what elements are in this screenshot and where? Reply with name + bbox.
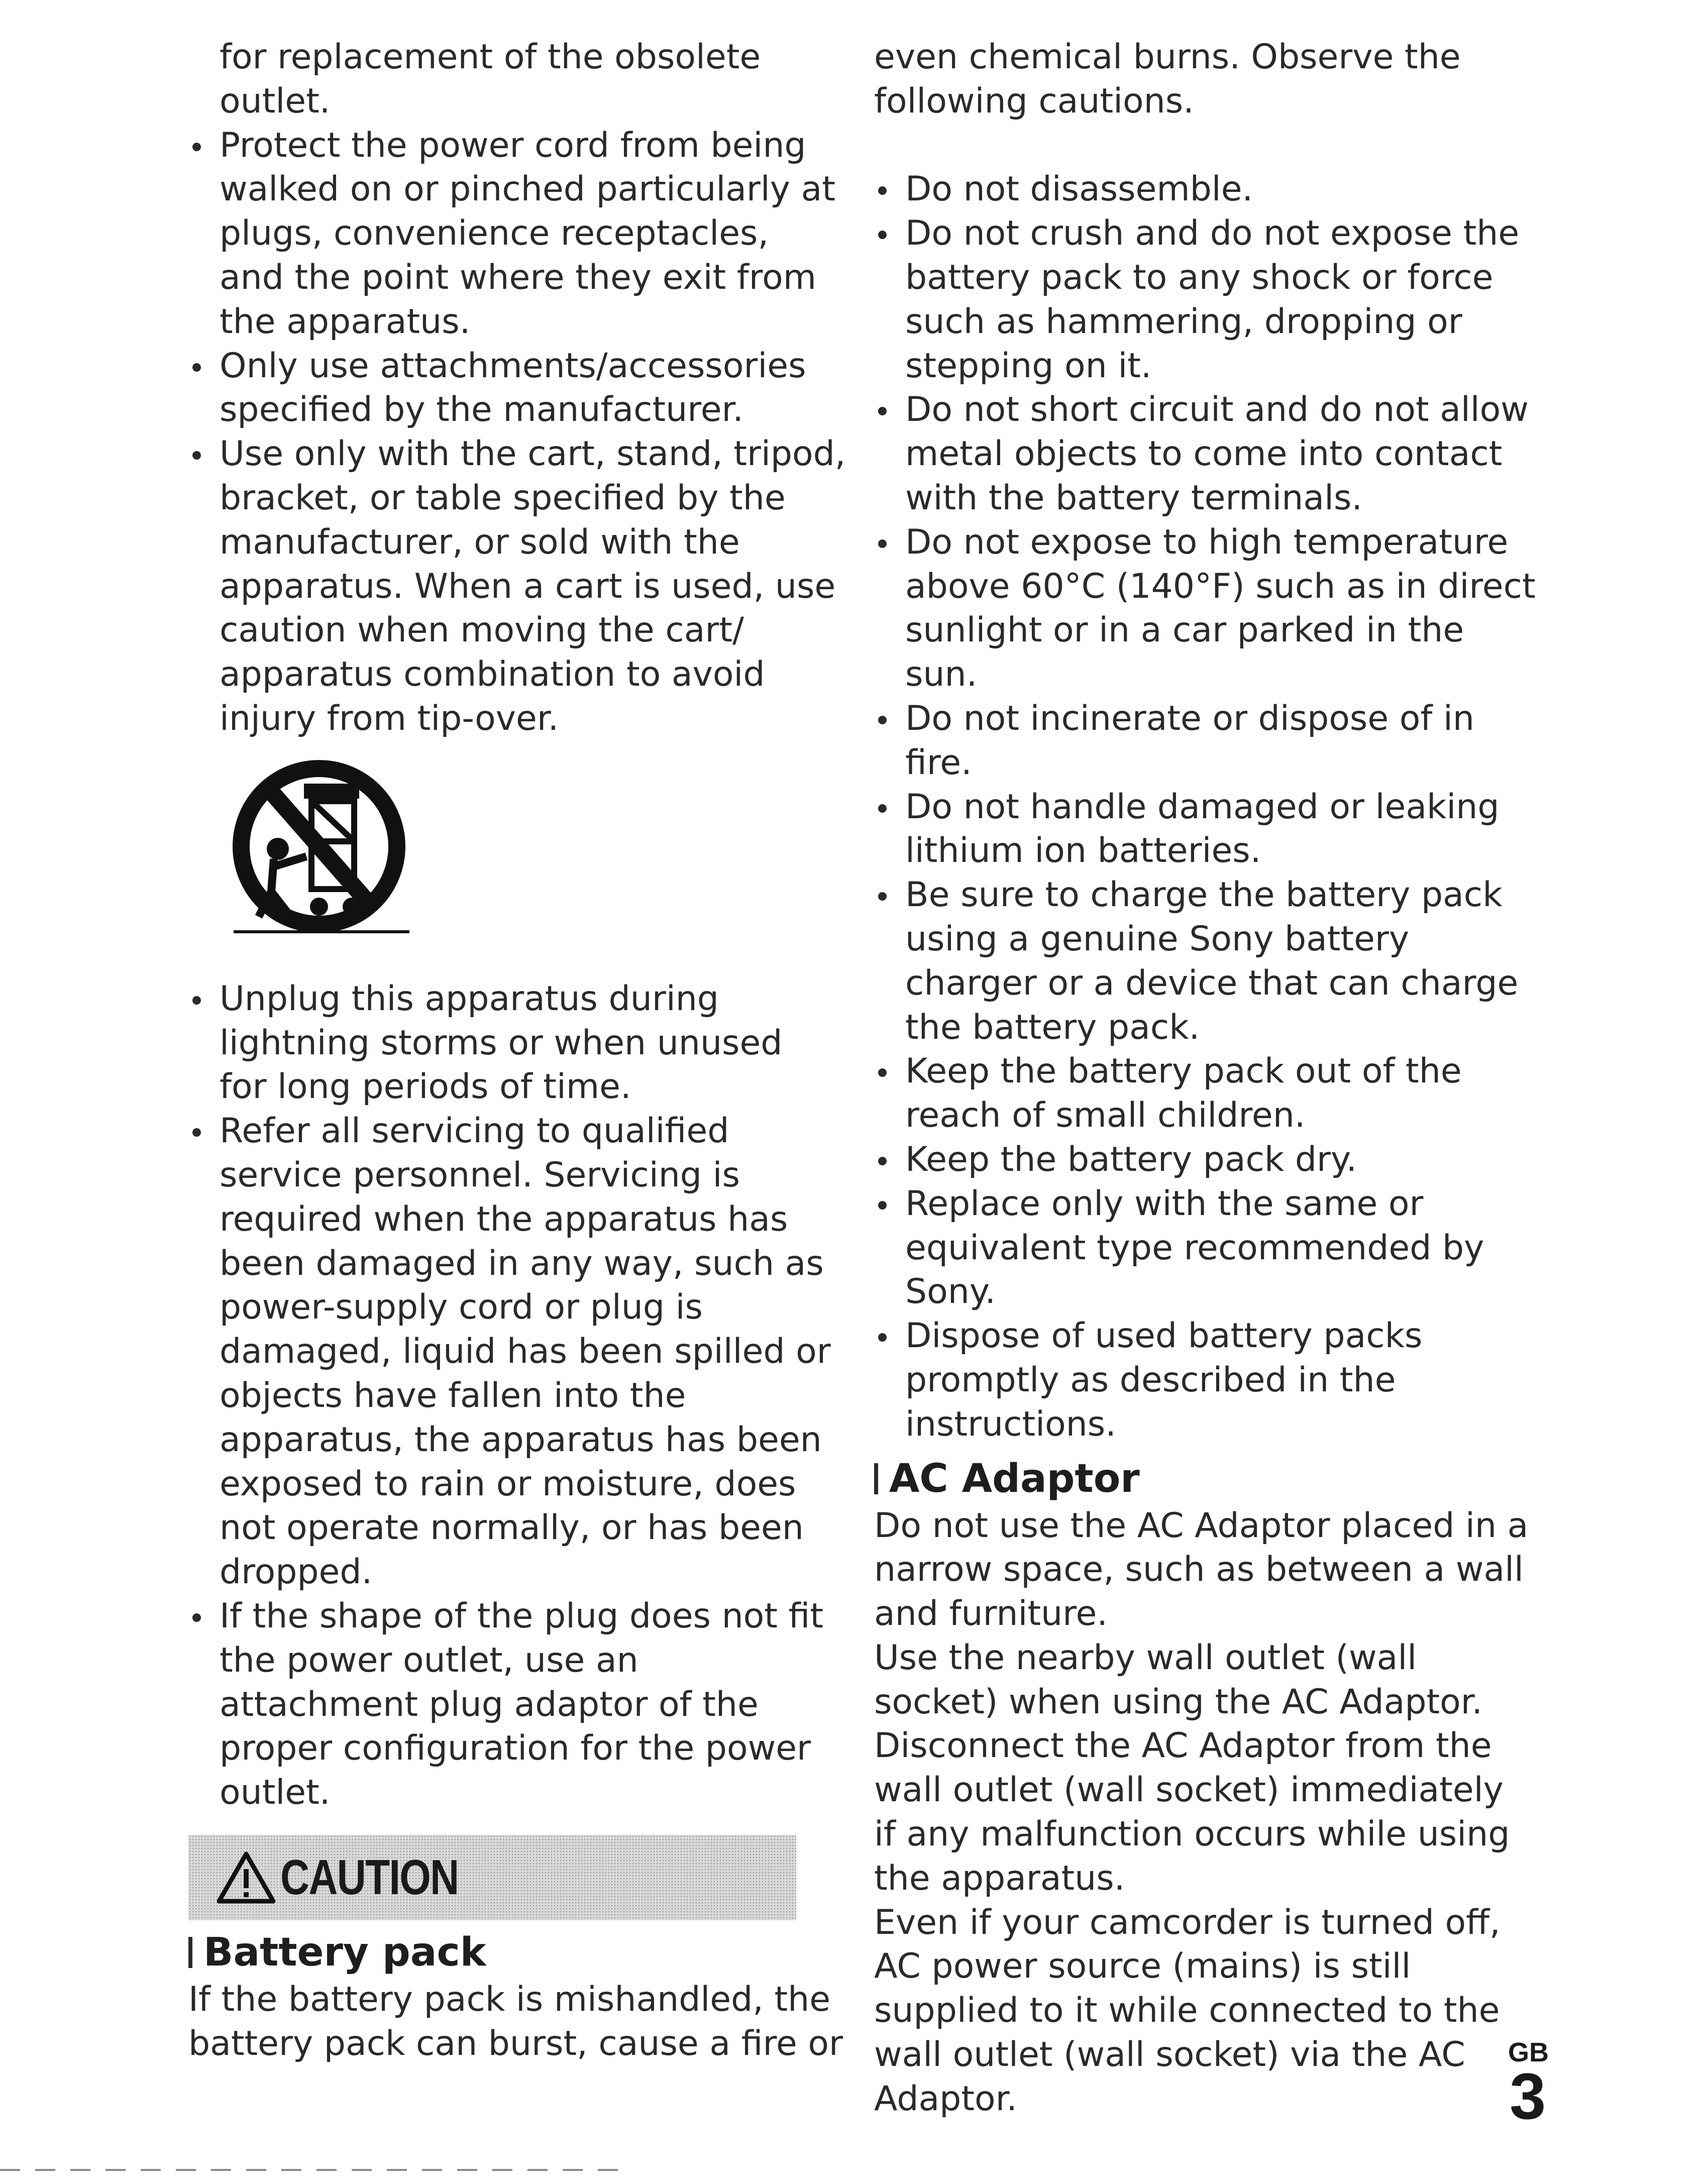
- text-line: apparatus combination to avoid: [220, 655, 765, 695]
- text-line: Unplug this apparatus during: [188, 977, 826, 1021]
- text-line: Only use attachments/accessories: [188, 344, 826, 388]
- text-line: power-supply cord or plug is: [220, 1287, 703, 1328]
- text-line: exposed to rain or moisture, does: [220, 1464, 796, 1504]
- text-line: Dispose of used battery packs: [874, 1314, 1497, 1358]
- text-line: walked on or pinched particularly at: [220, 169, 835, 209]
- list-item: [874, 1182, 1497, 1314]
- text-line: Keep the battery pack dry.: [874, 1138, 1497, 1182]
- text-line: outlet.: [220, 1773, 331, 1813]
- text-line: AC power source (mains) is still: [874, 1946, 1411, 1987]
- text-line: lightning storms or when unused: [220, 1023, 783, 1063]
- text-line: apparatus, the apparatus has been: [220, 1420, 822, 1460]
- list-item: [874, 697, 1497, 785]
- text-line: Do not handle damaged or leaking: [874, 785, 1497, 829]
- text-line: plugs, convenience receptacles,: [220, 213, 769, 254]
- text-line: Use only with the cart, stand, tripod,: [188, 432, 826, 476]
- warning-triangle-icon: [216, 1851, 276, 1904]
- text-line: charger or a device that can charge: [905, 963, 1519, 1003]
- text-line: apparatus. When a cart is used, use: [220, 566, 836, 606]
- text-line: Do not use the AC Adaptor placed in a: [874, 1505, 1529, 1546]
- list-item: [874, 520, 1536, 697]
- ac-adaptor-heading: [874, 1454, 1497, 1504]
- text-line: Do not expose to high temperature: [874, 520, 1497, 565]
- text-line: caution when moving the cart/: [220, 610, 744, 650]
- scan-edge-divider: [0, 2169, 628, 2171]
- list-item: [874, 873, 1519, 1049]
- text-line: Sony.: [905, 1272, 996, 1312]
- list-item: [874, 1138, 1497, 1182]
- list-item: [188, 124, 835, 344]
- text-line: manufacturer, or sold with the: [220, 522, 740, 562]
- text-line: lithium ion batteries.: [905, 831, 1261, 871]
- text-line: If the battery pack is mishandled, the: [188, 1979, 831, 2019]
- list-item: [874, 167, 1497, 211]
- cart-tip-over-warning-icon: [224, 741, 475, 977]
- text-line: stepping on it.: [905, 346, 1152, 386]
- battery-pack-heading: [188, 1927, 826, 1978]
- list-item: [188, 1594, 826, 1815]
- text-line: battery pack to any shock or force: [905, 257, 1493, 297]
- text-line: If the shape of the plug does not fit: [188, 1594, 826, 1639]
- left-column: [188, 35, 846, 2065]
- list-item: [188, 344, 826, 432]
- list-item: [874, 211, 1520, 388]
- text-line: the power outlet, use an: [220, 1640, 638, 1680]
- heading-text: AC Adaptor: [889, 1456, 1140, 1501]
- text-line: Do not incinerate or dispose of in: [874, 697, 1497, 741]
- text-line: wall outlet (wall socket) immediately: [874, 1770, 1504, 1810]
- text-line: Be sure to charge the battery pack: [874, 873, 1497, 917]
- text-line: sunlight or in a car parked in the: [905, 610, 1464, 650]
- text-line: supplied to it while connected to the: [874, 1991, 1500, 2031]
- text-line: not operate normally, or has been: [220, 1508, 804, 1548]
- text-line: if any malfunction occurs while using: [874, 1814, 1510, 1855]
- text-line: Refer all servicing to qualified: [188, 1109, 826, 1153]
- text-line: for replacement of the obsolete: [220, 37, 761, 77]
- text-line: socket) when using the AC Adaptor.: [874, 1682, 1483, 1722]
- text-line: Use the nearby wall outlet (wall: [874, 1638, 1417, 1678]
- text-line: proper configuration for the power: [220, 1728, 811, 1769]
- list-item: [874, 785, 1500, 874]
- list-item: [188, 432, 846, 741]
- text-line: such as hammering, dropping or: [905, 301, 1462, 342]
- text-line: battery pack can burst, cause a fire or: [188, 2023, 843, 2063]
- text-line: instructions.: [905, 1404, 1116, 1444]
- text-line: bracket, or table specified by the: [220, 478, 786, 518]
- bullet-list: [188, 124, 846, 741]
- text-line: objects have fallen into the: [220, 1375, 686, 1415]
- text-line: Do not disassemble.: [874, 167, 1497, 211]
- list-item: [874, 1049, 1497, 1138]
- heading-text: Battery pack: [203, 1929, 486, 1975]
- text-line: narrow space, such as between a wall: [874, 1550, 1524, 1590]
- heading-marker: [874, 1463, 878, 1494]
- text-line: with the battery terminals.: [905, 478, 1362, 518]
- text-line: been damaged in any way, such as: [220, 1243, 824, 1283]
- text-line: Replace only with the same or: [874, 1182, 1497, 1226]
- text-line: promptly as described in the: [905, 1360, 1396, 1400]
- text-line: Do not short circuit and do not allow: [874, 388, 1497, 432]
- bullet-list: [874, 167, 1536, 1446]
- text-line: metal objects to come into contact: [905, 434, 1503, 474]
- list-item: [188, 1109, 831, 1594]
- text-line: above 60°C (140°F) such as in direct: [905, 566, 1536, 606]
- caution-label: CAUTION: [280, 1849, 459, 1905]
- text-line: reach of small children.: [905, 1096, 1306, 1136]
- text-line: service personnel. Servicing is: [220, 1155, 740, 1195]
- text-line: using a genuine Sony battery: [905, 919, 1410, 959]
- text-line: damaged, liquid has been spilled or: [220, 1332, 831, 1372]
- heading-marker: [188, 1937, 192, 1968]
- text-line: sun.: [905, 655, 978, 695]
- text-line: Protect the power cord from being: [188, 124, 826, 168]
- page-number: 3: [1510, 2059, 1546, 2133]
- intro-text: [874, 35, 1497, 124]
- text-line: specified by the manufacturer.: [220, 390, 743, 430]
- text-line: attachment plug adaptor of the: [220, 1684, 759, 1724]
- text-line: equivalent type recommended by: [905, 1228, 1484, 1268]
- battery-intro: [188, 1978, 843, 2066]
- text-line: outlet.: [220, 81, 331, 121]
- text-line: the apparatus.: [874, 1858, 1125, 1898]
- text-line: the apparatus.: [220, 301, 471, 342]
- text-line: dropped.: [220, 1552, 373, 1592]
- text-line: and furniture.: [874, 1594, 1108, 1634]
- text-line: fire.: [905, 742, 972, 783]
- text-line: following cautions.: [874, 81, 1194, 121]
- text-line: for long periods of time.: [220, 1067, 631, 1107]
- language-code: GB: [1508, 2037, 1549, 2067]
- text-line: Do not crush and do not expose the: [874, 211, 1497, 256]
- caution-banner: [188, 1835, 796, 1920]
- text-line: even chemical burns. Observe the: [874, 37, 1461, 77]
- text-line: Disconnect the AC Adaptor from the: [874, 1726, 1492, 1766]
- text-line: Adaptor.: [874, 2079, 1017, 2119]
- text-line: injury from tip-over.: [220, 698, 559, 738]
- bullet-list: [188, 977, 831, 1815]
- list-item: [874, 1314, 1497, 1446]
- text-line: wall outlet (wall socket) via the AC: [874, 2035, 1465, 2075]
- intro-text: [188, 35, 826, 124]
- text-line: Keep the battery pack out of the: [874, 1049, 1497, 1094]
- text-line: required when the apparatus has: [220, 1199, 788, 1239]
- text-line: Even if your camcorder is turned off,: [874, 1902, 1501, 1942]
- text-line: the battery pack.: [905, 1007, 1200, 1047]
- list-item: [188, 977, 826, 1109]
- text-line: and the point where they exit from: [220, 257, 817, 297]
- list-item: [874, 388, 1529, 520]
